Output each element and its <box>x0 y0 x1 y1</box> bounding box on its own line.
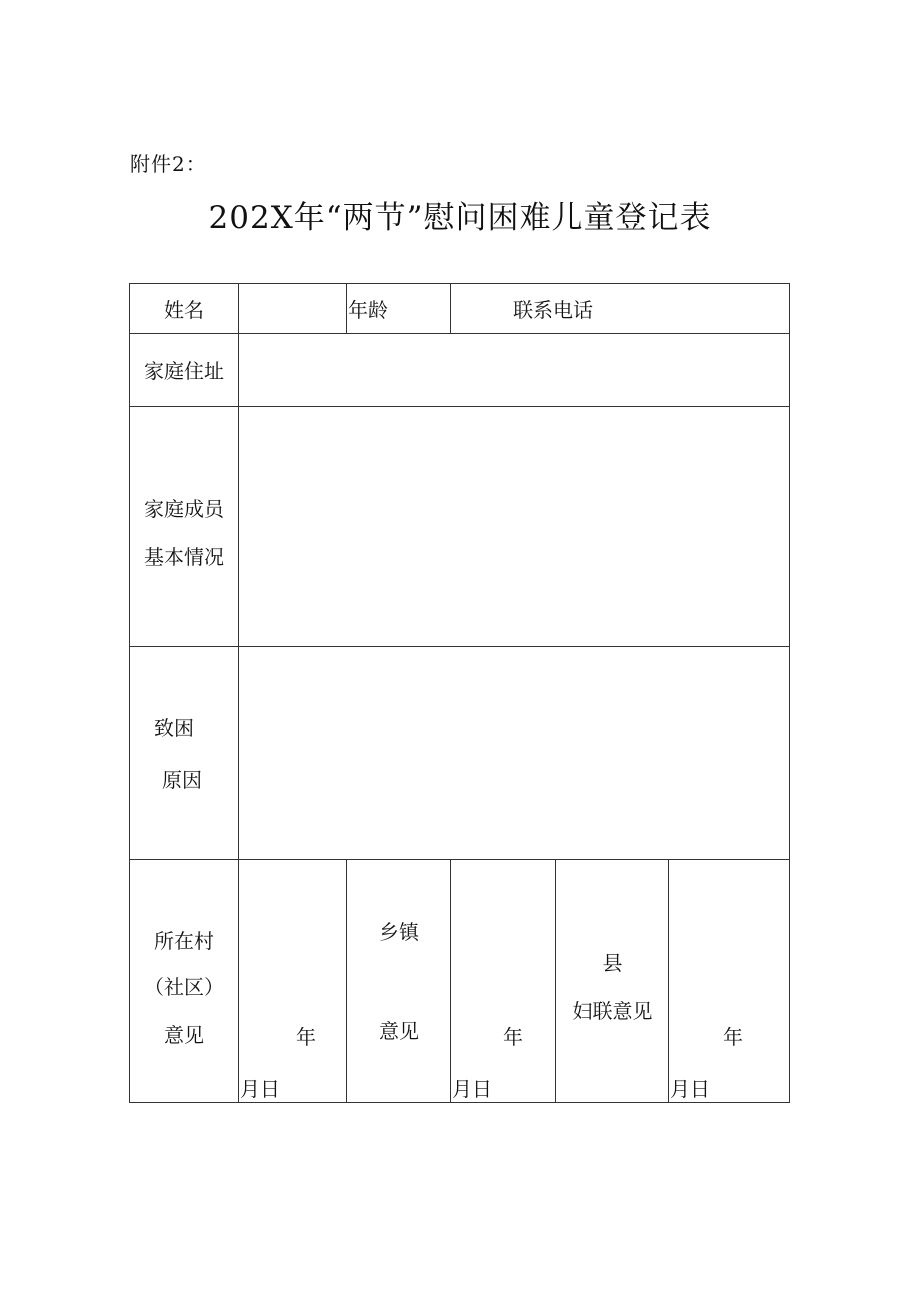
family-members-label-line1: 家庭成员 <box>144 497 224 521</box>
county-opinion-label-line2: 妇联意见 <box>572 999 653 1023</box>
table-border-bottom <box>129 1102 790 1103</box>
table-row-divider <box>129 646 790 647</box>
county-date-year: 年 <box>723 1025 743 1049</box>
table-column-divider <box>555 859 556 1103</box>
village-date-month-day: 月日 <box>240 1077 280 1101</box>
hardship-cause-label-line1: 致困 <box>154 716 194 740</box>
town-date-month-day: 月日 <box>452 1077 492 1101</box>
table-column-divider <box>346 859 347 1103</box>
table-column-divider <box>346 283 347 334</box>
hardship-cause-label-line2: 原因 <box>162 768 202 792</box>
name-label: 姓名 <box>164 298 204 322</box>
table-column-divider <box>668 859 669 1103</box>
age-label: 年龄 <box>348 298 388 322</box>
village-opinion-label-line1: 所在村 <box>154 929 214 953</box>
town-opinion-label-line2: 意见 <box>379 1019 419 1043</box>
table-row-divider <box>129 859 790 860</box>
table-column-divider <box>450 859 451 1103</box>
county-opinion-label-line1: 县 <box>602 951 623 975</box>
table-row-divider <box>129 406 790 407</box>
phone-label: 联系电话 <box>513 298 593 322</box>
address-label: 家庭住址 <box>144 359 224 383</box>
table-row-divider <box>129 333 790 334</box>
table-column-divider <box>450 283 451 334</box>
town-opinion-label-line1: 乡镇 <box>379 920 419 944</box>
table-border-top <box>129 283 790 284</box>
village-date-year: 年 <box>296 1025 316 1049</box>
town-date-year: 年 <box>503 1025 523 1049</box>
village-opinion-label-line2: （社区） <box>144 975 224 999</box>
form-title: 202X年“两节”慰问困难儿童登记表 <box>208 200 712 236</box>
table-border-right <box>789 283 790 1103</box>
attachment-label: 附件2： <box>130 152 207 176</box>
family-members-label-line2: 基本情况 <box>144 545 224 569</box>
county-date-month-day: 月日 <box>670 1077 710 1101</box>
village-opinion-label-line3: 意见 <box>164 1023 204 1047</box>
